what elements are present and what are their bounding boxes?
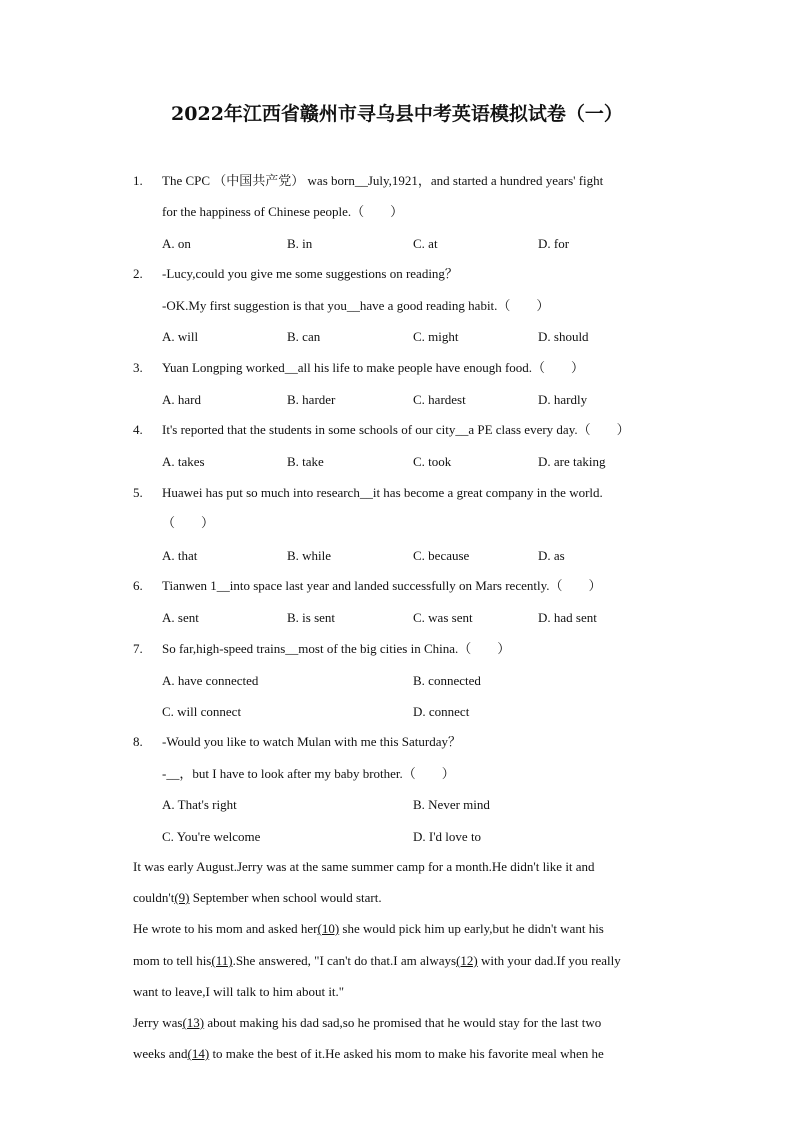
passage-text: to make the best of it.He asked his mom to make his favorite meal when he: [209, 1046, 604, 1061]
question-8-option-c[interactable]: C. You're welcome: [162, 829, 261, 844]
question-4-option-b[interactable]: B. take: [287, 454, 324, 469]
question-1-stem-line1: The CPC （中国共产党） was born__July,1921，and started a hundred years' fight: [162, 173, 604, 188]
question-4-option-d[interactable]: D. are taking: [538, 454, 606, 469]
passage-line-6: [133, 1015, 601, 1031]
question-2-number: 2.: [133, 266, 143, 281]
question-3-number: 3.: [133, 360, 143, 375]
question-5-option-a[interactable]: A. that: [162, 548, 198, 563]
question-2-stem-line2: -OK.My first suggestion is that you__have a good reading habit.（ ）: [162, 298, 550, 313]
blank-12[interactable]: (12): [456, 953, 478, 968]
passage-text: mom to tell his: [133, 953, 212, 968]
passage-text: He wrote to his mom and asked her: [133, 921, 318, 936]
passage-text: about making his dad sad,so he promised that he would stay for the last two: [204, 1015, 602, 1030]
question-3-option-b[interactable]: B. harder: [287, 392, 336, 407]
passage-text: .She answered, "I can't do that.I am always: [232, 953, 457, 968]
question-8-option-b[interactable]: B. Never mind: [413, 797, 490, 812]
passage-line-2: [133, 890, 382, 906]
question-4-number: 4.: [133, 422, 143, 437]
question-5-option-d[interactable]: D. as: [538, 548, 565, 563]
question-1-option-a[interactable]: A. on: [162, 236, 191, 251]
question-6-stem-line1: Tianwen 1__into space last year and landed successfully on Mars recently.（ ）: [162, 578, 602, 593]
question-6-option-c[interactable]: C. was sent: [413, 610, 473, 625]
question-2-option-d[interactable]: D. should: [538, 329, 589, 344]
question-3-option-d[interactable]: D. hardly: [538, 392, 588, 407]
question-7-option-b[interactable]: B. connected: [413, 673, 481, 688]
question-1-number: 1.: [133, 173, 143, 188]
question-2-option-b[interactable]: B. can: [287, 329, 321, 344]
question-4-option-a[interactable]: A. takes: [162, 454, 205, 469]
question-7-stem-line1: So far,high-speed trains__most of the big cities in China.（ ）: [162, 641, 511, 656]
question-7-number: 7.: [133, 641, 143, 656]
question-3-option-a[interactable]: A. hard: [162, 392, 201, 407]
passage-line-7: [133, 1046, 604, 1062]
blank-10[interactable]: (10): [317, 921, 340, 936]
question-5-number: 5.: [133, 485, 143, 500]
passage-line-4: [133, 953, 621, 969]
question-7-option-c[interactable]: C. will connect: [162, 704, 242, 719]
question-3-stem-line1: Yuan Longping worked__all his life to make people have enough food.（ ）: [162, 360, 585, 375]
blank-14[interactable]: (14): [187, 1046, 210, 1061]
question-1-option-d[interactable]: D. for: [538, 236, 570, 251]
question-1-stem-line2: for the happiness of Chinese people.（ ）: [162, 204, 404, 219]
passage-line-1: It was early August.Jerry was at the same summer camp for a month.He didn't like it and: [133, 859, 595, 874]
question-2-option-a[interactable]: A. will: [162, 329, 199, 344]
question-2-stem-line1: -Lucy,could you give me some suggestions on reading？: [162, 266, 458, 281]
question-5-stem-line1: Huawei has put so much into research__it has become a great company in the world.: [162, 485, 603, 500]
passage-text: couldn't: [133, 890, 175, 905]
question-1-option-b[interactable]: B. in: [287, 236, 313, 251]
question-4-stem-line1: It's reported that the students in some schools of our city__a PE class every day.（ ）: [162, 422, 630, 437]
passage-text: she would pick him up early,but he didn't want his: [339, 921, 604, 936]
page-title: 2022年江西省赣州市寻乌县中考英语模拟试卷（一）: [171, 103, 623, 125]
question-6-option-a[interactable]: A. sent: [162, 610, 199, 625]
question-3-option-c[interactable]: C. hardest: [413, 392, 466, 407]
question-7-option-a[interactable]: A. have connected: [162, 673, 259, 688]
blank-11[interactable]: (11): [211, 953, 233, 968]
question-5-option-b[interactable]: B. while: [287, 548, 332, 563]
question-6-option-b[interactable]: B. is sent: [287, 610, 336, 625]
question-5-stem-line2: （ ）: [162, 515, 215, 530]
question-8-option-a[interactable]: A. That's right: [162, 797, 237, 812]
passage-text: Jerry was: [133, 1015, 183, 1030]
passage-text: with your dad.If you really: [477, 953, 621, 968]
question-1-option-c[interactable]: C. at: [413, 236, 438, 251]
question-5-option-c[interactable]: C. because: [413, 548, 470, 563]
blank-9[interactable]: (9): [174, 890, 190, 905]
question-6-number: 6.: [133, 578, 143, 593]
question-8-stem-line1: -Would you like to watch Mulan with me this Saturday？: [162, 734, 461, 749]
question-4-option-c[interactable]: C. took: [413, 454, 452, 469]
passage-text: weeks and: [133, 1046, 188, 1061]
question-8-number: 8.: [133, 734, 143, 749]
passage-line-5: want to leave,I will talk to him about it.": [133, 984, 345, 999]
question-7-option-d[interactable]: D. connect: [413, 704, 470, 719]
blank-13[interactable]: (13): [182, 1015, 205, 1030]
passage-text: September when school would start.: [189, 890, 382, 905]
question-8-option-d[interactable]: D. I'd love to: [413, 829, 482, 844]
question-2-option-c[interactable]: C. might: [413, 329, 459, 344]
question-8-stem-line2: -__，but I have to look after my baby brother.（ ）: [162, 766, 455, 781]
passage-line-3: [133, 921, 604, 937]
question-6-option-d[interactable]: D. had sent: [538, 610, 597, 625]
